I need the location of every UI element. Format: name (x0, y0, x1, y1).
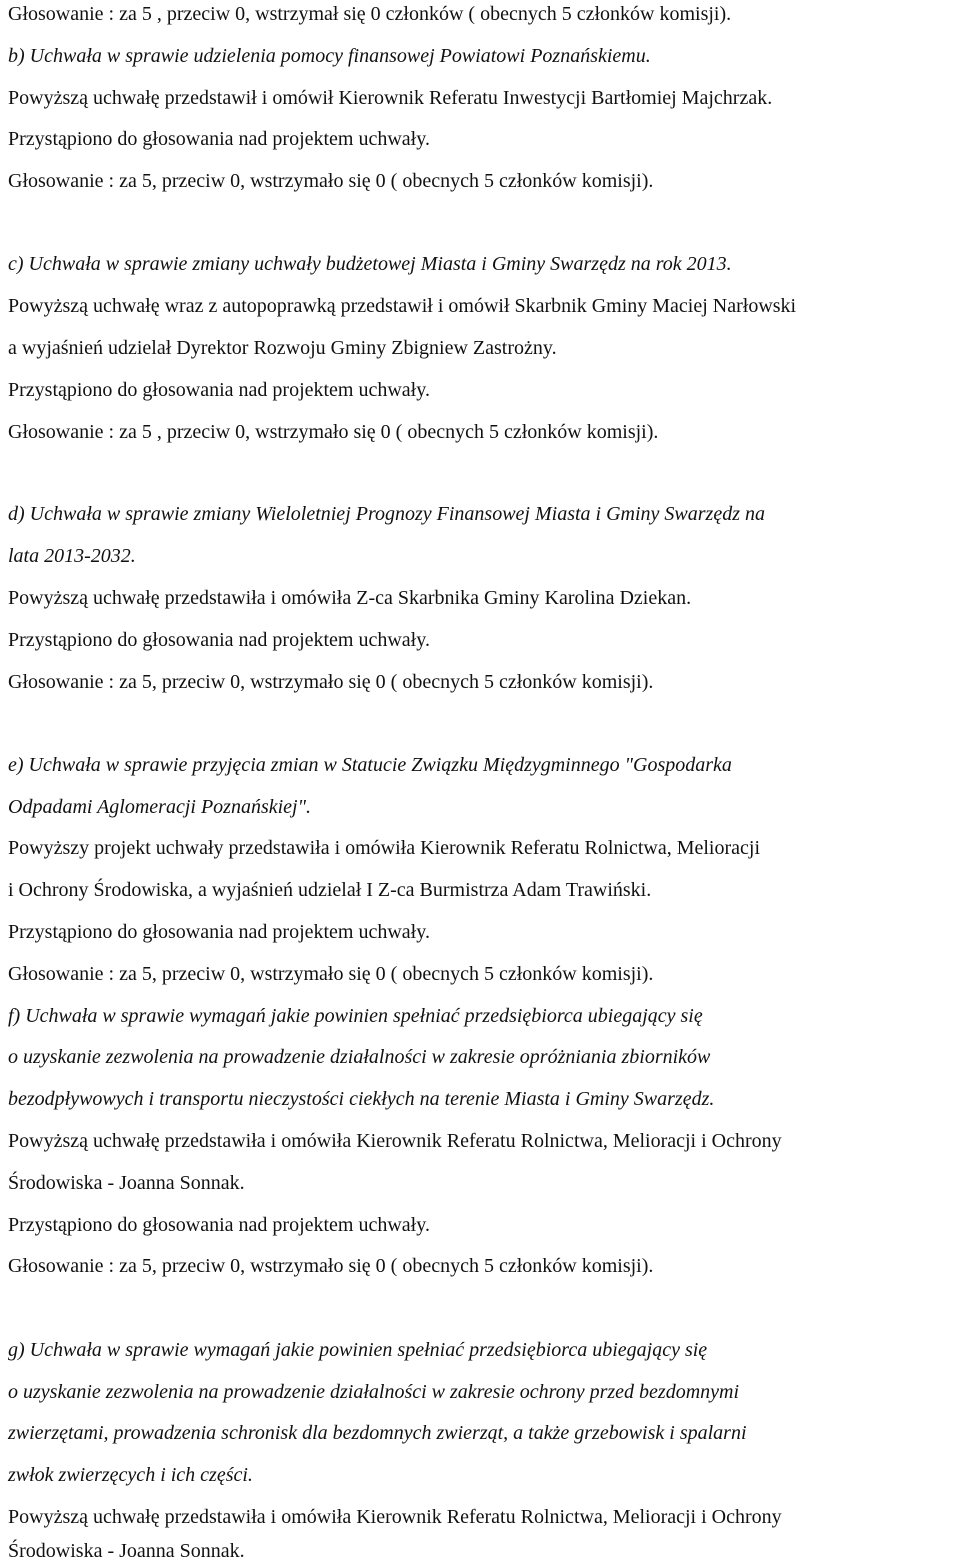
text-line: Powyższą uchwałę przedstawił i omówił Kierownik Referatu Inwestycji Bartłomiej Majchrzak. (8, 87, 773, 109)
text-line: Przystąpiono do głosowania nad projektem uchwały. (8, 128, 430, 150)
resolution-title: g) Uchwała w sprawie wymagań jakie powinien spełniać przedsiębiorca ubiegający się (8, 1339, 708, 1361)
text-line: Przystąpiono do głosowania nad projektem uchwały. (8, 1214, 430, 1236)
resolution-title-cont: o uzyskanie zezwolenia na prowadzenie działalności w zakresie opróżniania zbiorników (8, 1046, 711, 1068)
resolution-title-cont: bezodpływowych i transportu nieczystości ciekłych na terenie Miasta i Gminy Swarzędz. (8, 1088, 715, 1110)
text-line: Powyższą uchwałę wraz z autopoprawką przedstawił i omówił Skarbnik Gminy Maciej Narłowski (8, 295, 797, 317)
resolution-title-cont: zwierzętami, prowadzenia schronisk dla bezdomnych zwierząt, a także grzebowisk i spalarni (8, 1422, 747, 1444)
text-line: Powyższą uchwałę przedstawiła i omówiła Kierownik Referatu Rolnictwa, Melioracji i Ochrony (8, 1130, 782, 1152)
resolution-title: d) Uchwała w sprawie zmiany Wieloletniej Prognozy Finansowej Miasta i Gminy Swarzędz na (8, 503, 765, 525)
resolution-title: b) Uchwała w sprawie udzielenia pomocy finansowej Powiatowi Poznańskiemu. (8, 45, 651, 67)
vote-result: Głosowanie : za 5 , przeciw 0, wstrzymało się 0 ( obecnych 5 członków komisji). (8, 421, 659, 443)
text-line: Powyższy projekt uchwały przedstawiła i omówiła Kierownik Referatu Rolnictwa, Melioracji (8, 837, 761, 859)
text-line: Przystąpiono do głosowania nad projektem uchwały. (8, 629, 430, 651)
text-line: Przystąpiono do głosowania nad projektem uchwały. (8, 379, 430, 401)
text-line: i Ochrony Środowiska, a wyjaśnień udzielał I Z-ca Burmistrza Adam Trawiński. (8, 879, 652, 901)
resolution-title-cont: lata 2013-2032. (8, 545, 136, 567)
vote-result: Głosowanie : za 5, przeciw 0, wstrzymało się 0 ( obecnych 5 członków komisji). (8, 671, 654, 693)
text-line: Powyższą uchwałę przedstawiła i omówiła Kierownik Referatu Rolnictwa, Melioracji i Ochrony (8, 1506, 782, 1528)
resolution-title: c) Uchwała w sprawie zmiany uchwały budżetowej Miasta i Gminy Swarzędz na rok 2013. (8, 253, 732, 275)
vote-result: Głosowanie : za 5, przeciw 0, wstrzymało się 0 ( obecnych 5 członków komisji). (8, 170, 654, 192)
vote-result: Głosowanie : za 5, przeciw 0, wstrzymało się 0 ( obecnych 5 członków komisji). (8, 963, 654, 985)
vote-result: Głosowanie : za 5, przeciw 0, wstrzymało się 0 ( obecnych 5 członków komisji). (8, 1255, 654, 1277)
text-line: Przystąpiono do głosowania nad projektem uchwały. (8, 921, 430, 943)
text-line: a wyjaśnień udzielał Dyrektor Rozwoju Gminy Zbigniew Zastrożny. (8, 337, 557, 359)
resolution-title: f) Uchwała w sprawie wymagań jakie powinien spełniać przedsiębiorca ubiegający się (8, 1005, 703, 1027)
text-line: Głosowanie : za 5 , przeciw 0, wstrzymał się 0 członków ( obecnych 5 członków komisji). (8, 3, 732, 25)
text-line: Środowiska - Joanna Sonnak. (8, 1540, 245, 1562)
resolution-title: e) Uchwała w sprawie przyjęcia zmian w Statucie Związku Międzygminnego "Gospodarka (8, 754, 732, 776)
text-line: Środowiska - Joanna Sonnak. (8, 1172, 245, 1194)
text-line: Powyższą uchwałę przedstawiła i omówiła Z-ca Skarbnika Gminy Karolina Dziekan. (8, 587, 692, 609)
resolution-title-cont: o uzyskanie zezwolenia na prowadzenie działalności w zakresie ochrony przed bezdomnymi (8, 1381, 740, 1403)
resolution-title-cont: Odpadami Aglomeracji Poznańskiej". (8, 796, 311, 818)
resolution-title-cont: zwłok zwierzęcych i ich części. (8, 1464, 253, 1486)
